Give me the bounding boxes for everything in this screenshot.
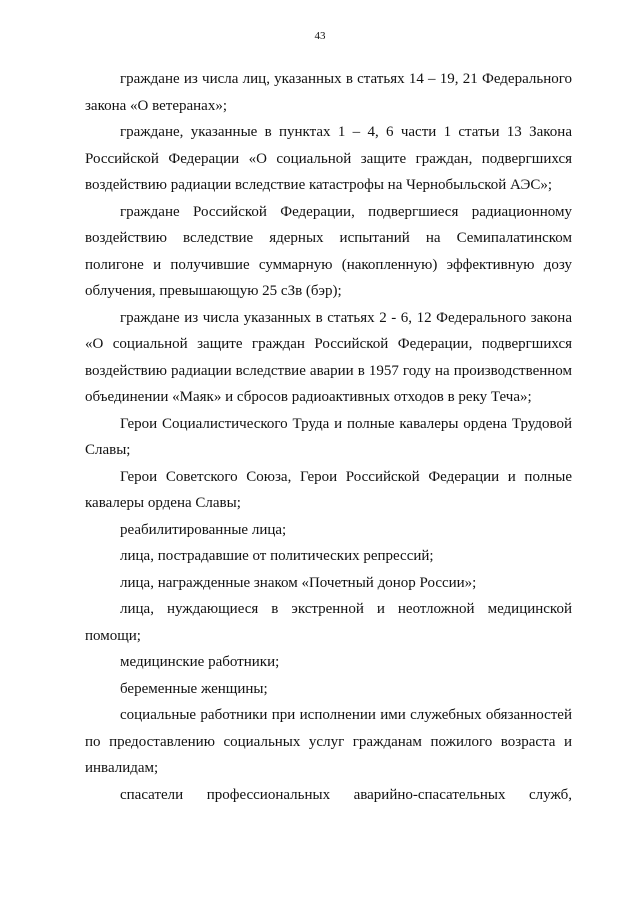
paragraph-mayak: граждане из числа указанных в статьях 2 - 6, 12 Федерального закона «О социальной защите граждан Российской Федерации, подвергшихся воздействию радиации вследствие аварии в 1957 году на производственном объединении «Маяк» и сбросов радиоактивных отходов в реку Теча»; (85, 309, 572, 405)
paragraph-medical-workers: медицинские работники; (120, 654, 280, 670)
paragraph-rescuers: спасатели профессиональных аварийно-спасательных служб, (120, 786, 572, 803)
paragraph-honorary-donor: лица, награжденные знаком «Почетный донор России»; (120, 574, 477, 591)
paragraph-pregnant-women: беременные женщины; (120, 680, 268, 697)
paragraph-rehabilitated: реабилитированные лица; (120, 521, 287, 538)
paragraph-heroes-soviet-union: Герои Советского Союза, Герои Российской Федерации и полные кавалеры ордена Славы; (85, 468, 572, 511)
document-body (85, 66, 572, 808)
paragraph-social-workers: социальные работники при исполнении ими служебных обязанностей по предоставлению социальных услуг гражданам пожилого возраста и инвалидам; (85, 707, 572, 776)
page-number: 43 (314, 30, 326, 42)
paragraph-emergency-care: лица, нуждающиеся в экстренной и неотложной медицинской помощи; (85, 601, 572, 644)
paragraph-heroes-labor: Герои Социалистического Труда и полные кавалеры ордена Трудовой Славы; (85, 415, 572, 458)
paragraph-semipalatinsk: граждане Российской Федерации, подвергшиеся радиационному воздействию вследствие ядерных испытаний на Семипалатинском полигоне и получившие суммарную (накопленную) эффективную дозу облучения, превышающую 25 сЗв (бэр); (85, 203, 572, 299)
paragraph-chernobyl: граждане, указанные в пунктах 1 – 4, 6 части 1 статьи 13 Закона Российской Федерации «О социальной защите граждан, подвергшихся воздействию радиации вследствие катастрофы на Чернобыльской АЭС»; (85, 124, 572, 193)
paragraph-repressions: лица, пострадавшие от политических репрессий; (120, 548, 434, 564)
paragraph-veterans-law: граждане из числа лиц, указанных в статьях 14 – 19, 21 Федерального закона «О ветеранах»; (85, 71, 572, 114)
